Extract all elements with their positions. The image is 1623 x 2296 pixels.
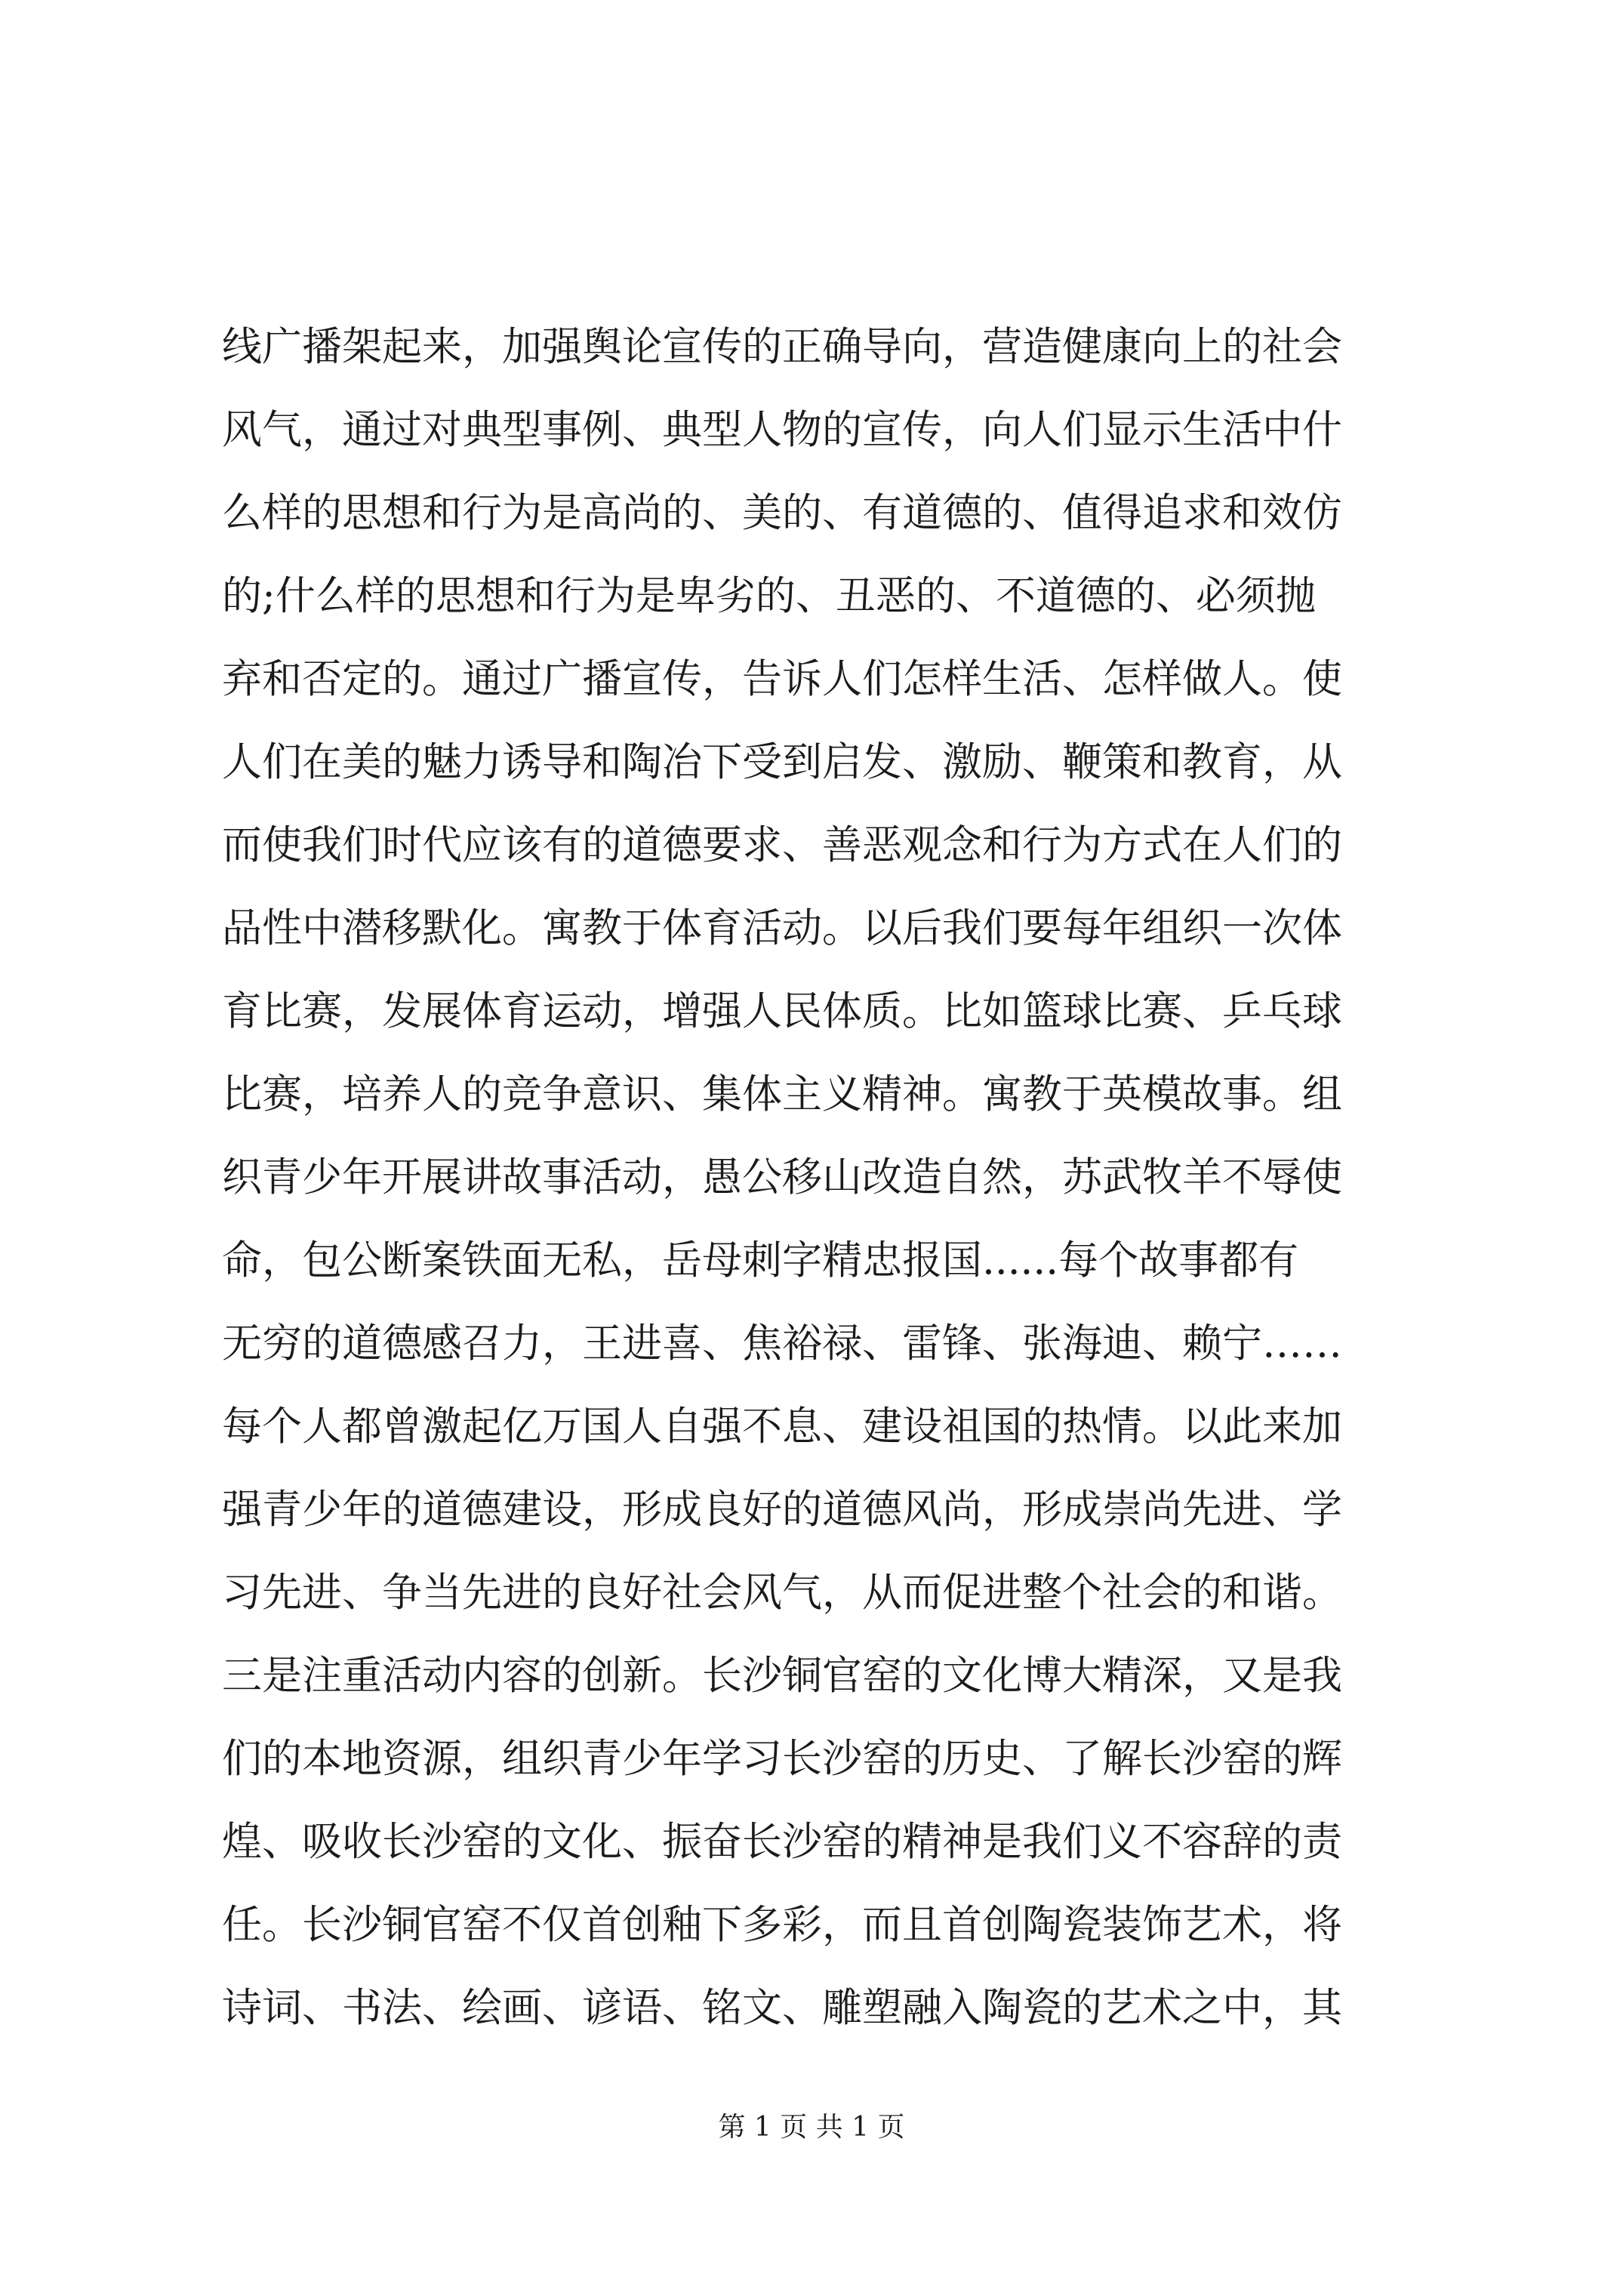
text-line: 弃和否定的。通过广播宣传，告诉人们怎样生活、怎样做人。使 bbox=[222, 656, 1342, 702]
text-line: 品性中潜移默化。寓教于体育活动。以后我们要每年组织一次体 bbox=[222, 905, 1342, 951]
page-number-footer: 第 1 页 共 1 页 bbox=[718, 2112, 905, 2143]
text-line: 育比赛，发展体育运动，增强人民体质。比如篮球比赛、乒乓球 bbox=[222, 988, 1342, 1034]
text-line: 的;什么样的思想和行为是卑劣的、丑恶的、不道德的、必须抛 bbox=[222, 573, 1316, 619]
text-line: 风气，通过对典型事例、典型人物的宣传，向人们显示生活中什 bbox=[222, 407, 1342, 453]
body-text bbox=[222, 306, 1415, 2050]
text-line: 们的本地资源，组织青少年学习长沙窑的历史、了解长沙窑的辉 bbox=[222, 1736, 1342, 1782]
text-line: 习先进、争当先进的良好社会风气，从而促进整个社会的和谐。 bbox=[222, 1570, 1342, 1616]
text-line: 任。长沙铜官窑不仅首创釉下多彩，而且首创陶瓷装饰艺术，将 bbox=[222, 1902, 1342, 1948]
text-line: 每个人都曾激起亿万国人自强不息、建设祖国的热情。以此来加 bbox=[222, 1404, 1342, 1450]
text-line: 比赛，培养人的竞争意识、集体主义精神。寓教于英模故事。组 bbox=[222, 1071, 1342, 1117]
text-line: 而使我们时代应该有的道德要求、善恶观念和行为方式在人们的 bbox=[222, 822, 1342, 868]
text-line: 强青少年的道德建设，形成良好的道德风尚，形成崇尚先进、学 bbox=[222, 1487, 1342, 1533]
text-line: 诗词、书法、绘画、谚语、铭文、雕塑融入陶瓷的艺术之中，其 bbox=[222, 1985, 1342, 2031]
text-line: 三是注重活动内容的创新。长沙铜官窑的文化博大精深，又是我 bbox=[222, 1653, 1342, 1699]
text-line: 线广播架起来，加强舆论宣传的正确导向，营造健康向上的社会 bbox=[222, 324, 1342, 370]
text-line: 命，包公断案铁面无私，岳母刺字精忠报国......每个故事都有 bbox=[222, 1237, 1299, 1284]
text-line: 人们在美的魅力诱导和陶冶下受到启发、激励、鞭策和教育，从 bbox=[222, 739, 1342, 785]
text-line: 煌、吸收长沙窑的文化、振奋长沙窑的精神是我们义不容辞的责 bbox=[222, 1819, 1342, 1865]
text-line: 么样的思想和行为是高尚的、美的、有道德的、值得追求和效仿 bbox=[222, 490, 1342, 536]
text-line: 无穷的道德感召力，王进喜、焦裕禄、雷锋、张海迪、赖宁…… bbox=[222, 1321, 1342, 1367]
text-line: 织青少年开展讲故事活动，愚公移山改造自然，苏武牧羊不辱使 bbox=[222, 1154, 1342, 1200]
